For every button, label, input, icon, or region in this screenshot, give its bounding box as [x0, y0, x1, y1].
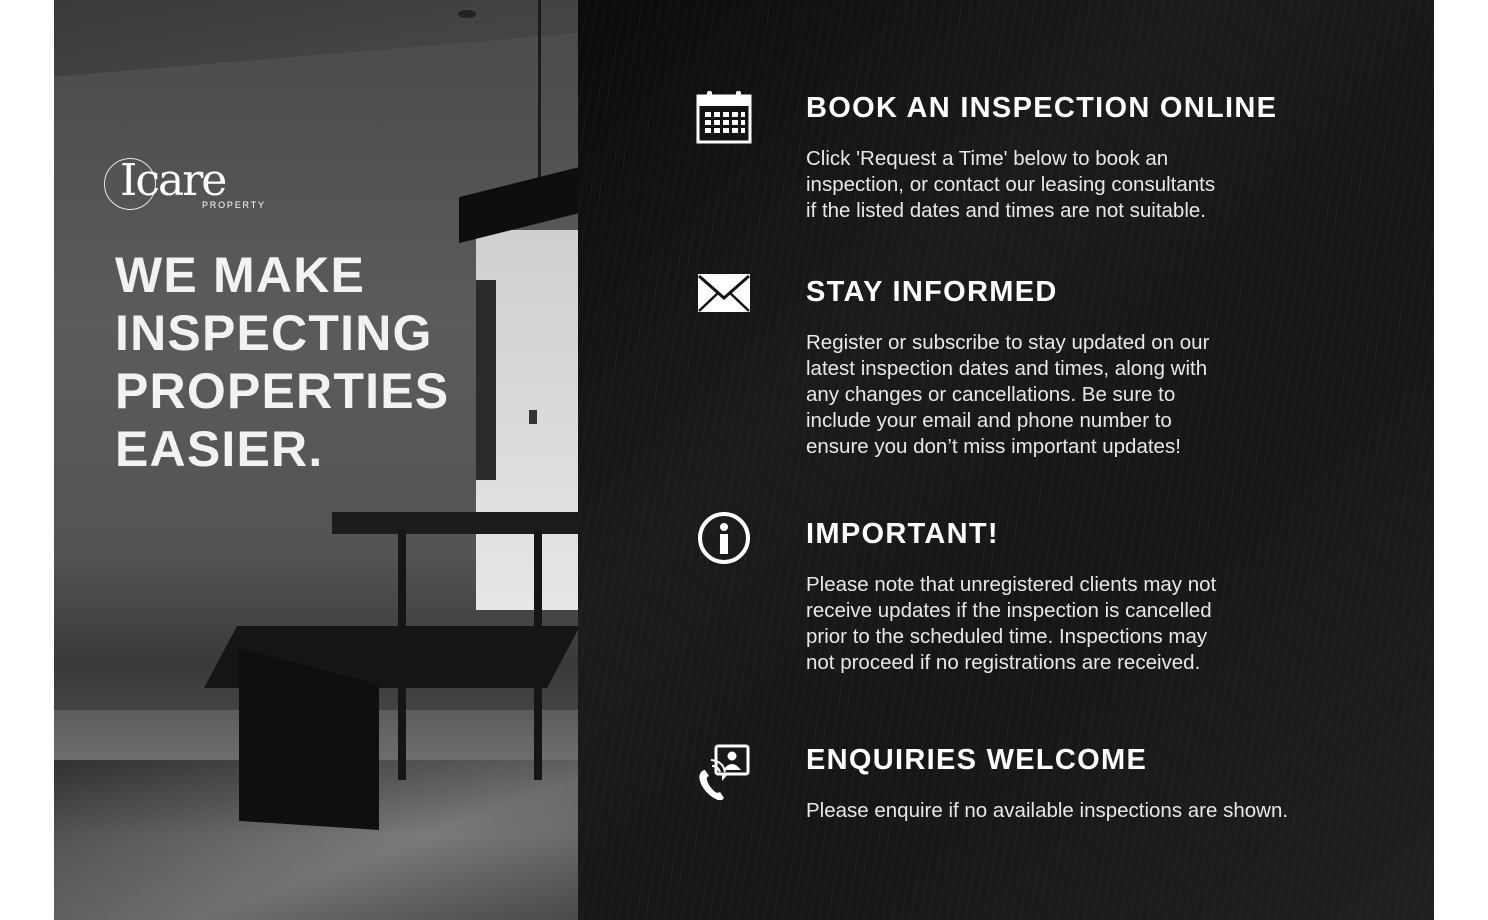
- info-icon: [696, 510, 752, 566]
- section-title: ENQUIRIES WELCOME: [806, 744, 1148, 776]
- body-line: include your email and phone number to: [806, 409, 1172, 432]
- info-panel: [578, 0, 1434, 920]
- body-line: prior to the scheduled time. Inspections may: [806, 625, 1208, 648]
- section-body: [806, 572, 1366, 676]
- body-line: Click 'Request a Time' below to book an: [806, 147, 1169, 170]
- envelope-icon: [696, 266, 752, 322]
- photo-pendant-wire: [538, 0, 541, 190]
- headline-line: INSPECTING: [115, 305, 433, 361]
- logo-subtitle: PROPERTY: [202, 200, 266, 210]
- headline-line: WE MAKE: [115, 247, 366, 303]
- section-title: STAY INFORMED: [806, 276, 1058, 308]
- section-body: [806, 798, 1366, 824]
- brand-logo: [104, 155, 266, 216]
- headline-line: PROPERTIES: [115, 363, 450, 419]
- calendar-icon: [696, 88, 752, 144]
- inspection-info-card: [54, 0, 1434, 920]
- photo-table-top: [332, 512, 580, 534]
- phone-support-icon: [696, 744, 752, 800]
- body-line: Please note that unregistered clients may not: [806, 573, 1217, 596]
- section-body: [806, 146, 1366, 224]
- body-line: Register or subscribe to stay updated on our: [806, 331, 1210, 354]
- section-title: BOOK AN INSPECTION ONLINE: [806, 92, 1278, 124]
- body-line: if the listed dates and times are not suitable.: [806, 199, 1206, 222]
- body-line: inspection, or contact our leasing consultants: [806, 173, 1216, 196]
- body-line: latest inspection dates and times, along with: [806, 357, 1208, 380]
- section-title: IMPORTANT!: [806, 518, 999, 550]
- photo-downlight: [458, 10, 476, 18]
- body-line: receive updates if the inspection is cancelled: [806, 599, 1212, 622]
- headline-line: EASIER.: [115, 421, 324, 477]
- body-line: any changes or cancellations. Be sure to: [806, 383, 1176, 406]
- headline: [115, 246, 535, 478]
- section-body: [806, 330, 1366, 460]
- body-line: Please enquire if no available inspections are shown.: [806, 799, 1289, 822]
- photo-ceiling: [54, 0, 580, 110]
- body-line: not proceed if no registrations are received.: [806, 651, 1201, 674]
- body-line: ensure you don’t miss important updates!: [806, 435, 1181, 458]
- logo-wordmark: Icare: [120, 155, 226, 206]
- interior-photo: [54, 0, 580, 920]
